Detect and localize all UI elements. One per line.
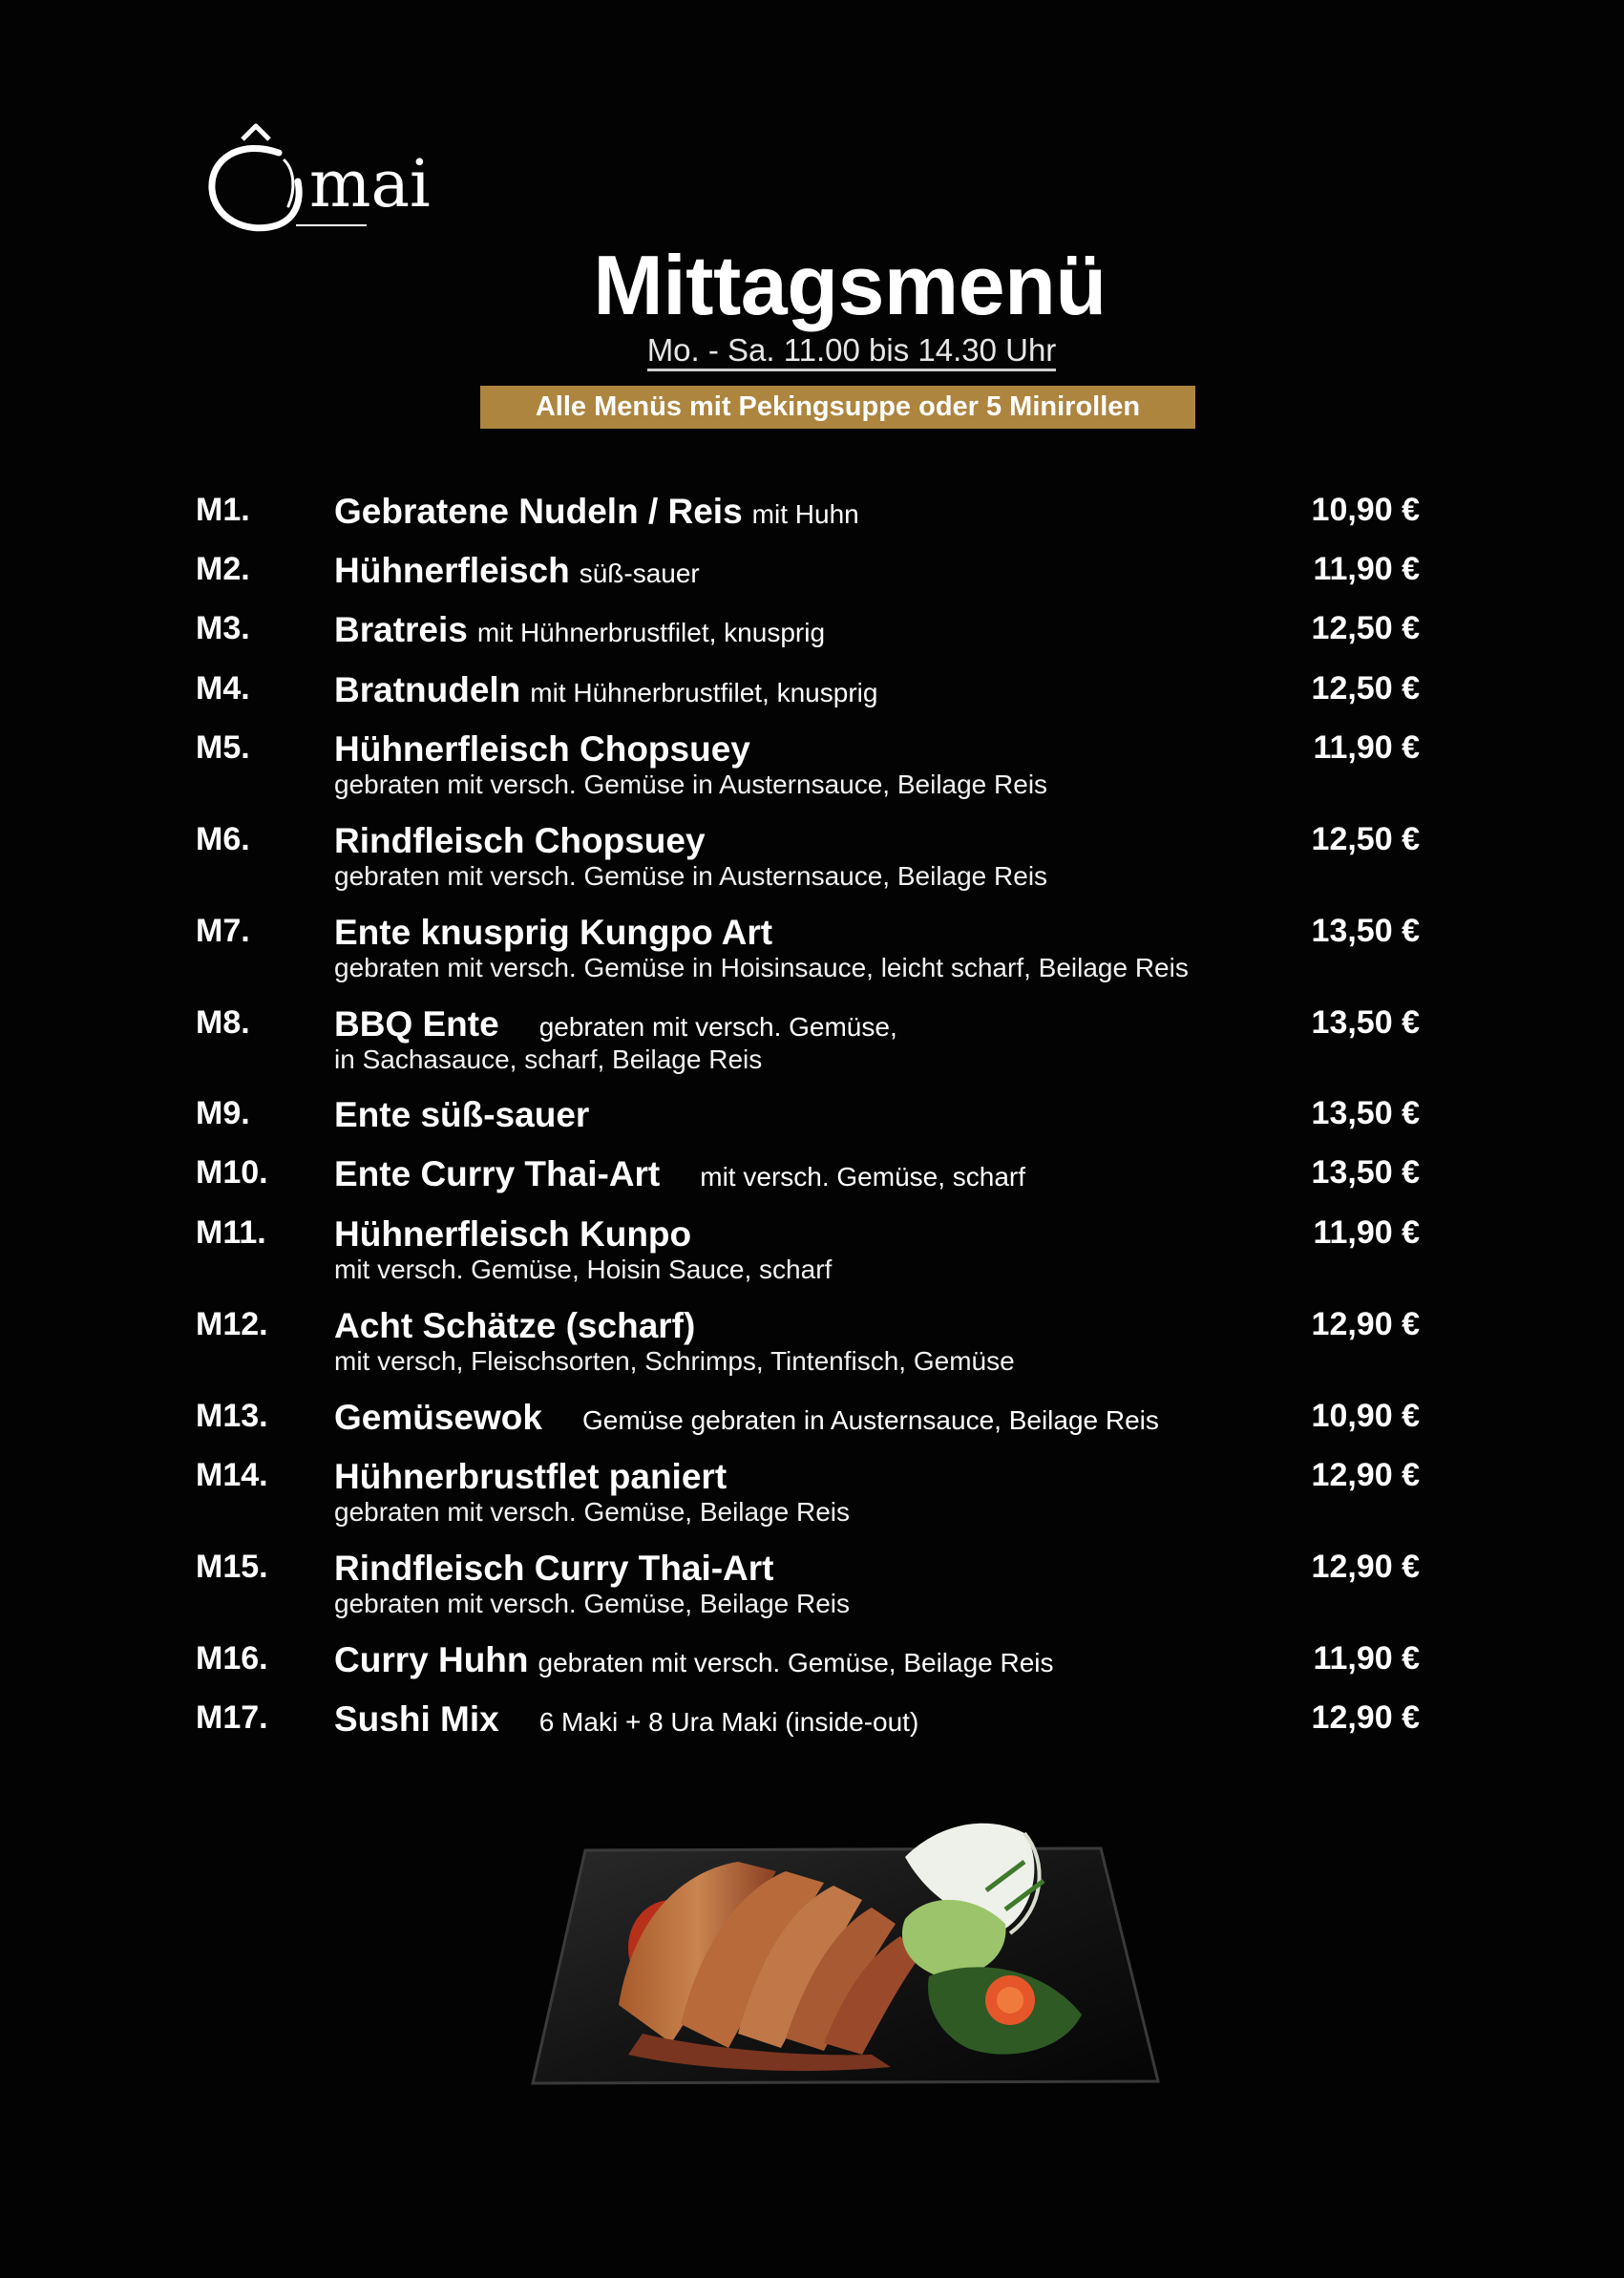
menu-item-price: 13,50 €: [1311, 913, 1420, 949]
menu-item-name: Rindfleisch Chopsuey: [334, 821, 706, 860]
menu-item-price: 10,90 €: [1311, 1398, 1420, 1434]
menu-item-name: Hühnerfleisch: [334, 551, 570, 590]
menu-item-price: 13,50 €: [1311, 1004, 1420, 1041]
menu-item-description: 6 Maki + 8 Ura Maki (inside-out): [538, 1707, 919, 1737]
menu-item-description: Gemüse gebraten in Austernsauce, Beilage Reis: [581, 1405, 1159, 1435]
menu-item-description: mit Hühnerbrustfilet, knusprig: [476, 618, 826, 647]
menu-item-code: M11.: [196, 1214, 266, 1251]
menu-item-description: mit versch. Gemüse, scharf: [700, 1162, 1026, 1192]
menu-item-price: 13,50 €: [1311, 1154, 1420, 1191]
menu-item-name: Hühnerfleisch Chopsuey: [334, 729, 750, 769]
menu-item-price: 12,50 €: [1311, 670, 1420, 707]
menu-item-code: M9.: [196, 1095, 250, 1131]
menu-item-code: M17.: [196, 1699, 268, 1736]
menu-item-code: M3.: [196, 610, 250, 646]
opening-hours: Mo. - Sa. 11.00 bis 14.30 Uhr: [0, 332, 1624, 369]
menu-item-code: M8.: [196, 1004, 250, 1041]
svg-text:mai: mai: [309, 147, 431, 222]
menu-item-description: süß-sauer: [579, 559, 700, 588]
menu-item-description: mit Huhn: [751, 499, 859, 529]
menu-item-name: Sushi Mix: [334, 1699, 499, 1739]
menu-item-description-line2: gebraten mit versch. Gemüse, Beilage Reis: [334, 1497, 851, 1527]
menu-item-description-line2: mit versch, Fleischsorten, Schrimps, Tintenfisch, Gemüse: [334, 1346, 1015, 1376]
menu-item-code: M7.: [196, 913, 250, 949]
menu-item-name: Rindfleisch Curry Thai-Art: [334, 1549, 774, 1588]
menu-item-name: Bratnudeln: [334, 670, 521, 709]
menu-item-description: gebraten mit versch. Gemüse, Beilage Reis: [538, 1648, 1054, 1677]
restaurant-logo: [202, 122, 460, 242]
menu-banner: Alle Menüs mit Pekingsuppe oder 5 Minirollen: [480, 386, 1195, 429]
menu-item-price: 12,50 €: [1311, 610, 1420, 646]
menu-item-description-line2: gebraten mit versch. Gemüse in Austernsauce, Beilage Reis: [334, 770, 1048, 799]
menu-item-code: M13.: [196, 1398, 268, 1434]
menu-item-name: Curry Huhn: [334, 1640, 529, 1679]
menu-item-code: M14.: [196, 1457, 268, 1493]
menu-item-price: 11,90 €: [1313, 1640, 1420, 1677]
menu-item-code: M2.: [196, 551, 250, 587]
menu-item-code: M15.: [196, 1549, 268, 1585]
menu-item-description-line2: gebraten mit versch. Gemüse, Beilage Reis: [334, 1589, 851, 1618]
menu-item-price: 11,90 €: [1313, 551, 1420, 587]
menu-item-description: mit Hühnerbrustfilet, knusprig: [530, 678, 878, 707]
menu-item-description: gebraten mit versch. Gemüse,: [538, 1012, 897, 1042]
menu-item-name: Gemüsewok: [334, 1398, 542, 1437]
menu-item-name: Ente knusprig Kungpo Art: [334, 913, 773, 952]
menu-item-description-line2: mit versch. Gemüse, Hoisin Sauce, scharf: [334, 1255, 833, 1284]
menu-item-code: M16.: [196, 1640, 268, 1677]
menu-item-price: 10,90 €: [1311, 492, 1420, 528]
menu-item-code: M6.: [196, 821, 250, 857]
menu-item-price: 12,90 €: [1311, 1549, 1420, 1585]
menu-item-name: Bratreis: [334, 610, 468, 649]
menu-item-name: Hühnerbrustflet paniert: [334, 1457, 728, 1496]
menu-item-price: 11,90 €: [1313, 729, 1420, 766]
menu-item-code: M1.: [196, 492, 250, 528]
menu-item-code: M12.: [196, 1306, 268, 1342]
menu-item-price: 12,90 €: [1311, 1457, 1420, 1493]
menu-item-code: M5.: [196, 729, 250, 766]
menu-item-price: 12,90 €: [1311, 1699, 1420, 1736]
menu-item-name: Ente Curry Thai-Art: [334, 1154, 661, 1193]
menu-item-name: Hühnerfleisch Kunpo: [334, 1214, 692, 1254]
menu-item-price: 11,90 €: [1313, 1214, 1420, 1251]
menu-item-description-line2: gebraten mit versch. Gemüse in Hoisinsauce, leicht scharf, Beilage Reis: [334, 953, 1189, 982]
menu-item-price: 12,90 €: [1311, 1306, 1420, 1342]
menu-title: Mittagsmenü: [593, 238, 1107, 332]
menu-item-price: 13,50 €: [1311, 1095, 1420, 1131]
menu-item-price: 12,50 €: [1311, 821, 1420, 857]
menu-item-code: M4.: [196, 670, 250, 707]
menu-item-name: BBQ Ente: [334, 1004, 499, 1044]
duck-dish-photo: [528, 1804, 1163, 2096]
menu-item-name: Acht Schätze (scharf): [334, 1306, 696, 1345]
menu-item-description-line2: gebraten mit versch. Gemüse in Austernsauce, Beilage Reis: [334, 861, 1048, 891]
menu-item-description-line2: in Sachasauce, scharf, Beilage Reis: [334, 1044, 763, 1074]
menu-item-code: M10.: [196, 1154, 268, 1191]
menu-item-name: Ente süß-sauer: [334, 1095, 590, 1134]
menu-item-name: Gebratene Nudeln / Reis: [334, 492, 743, 531]
